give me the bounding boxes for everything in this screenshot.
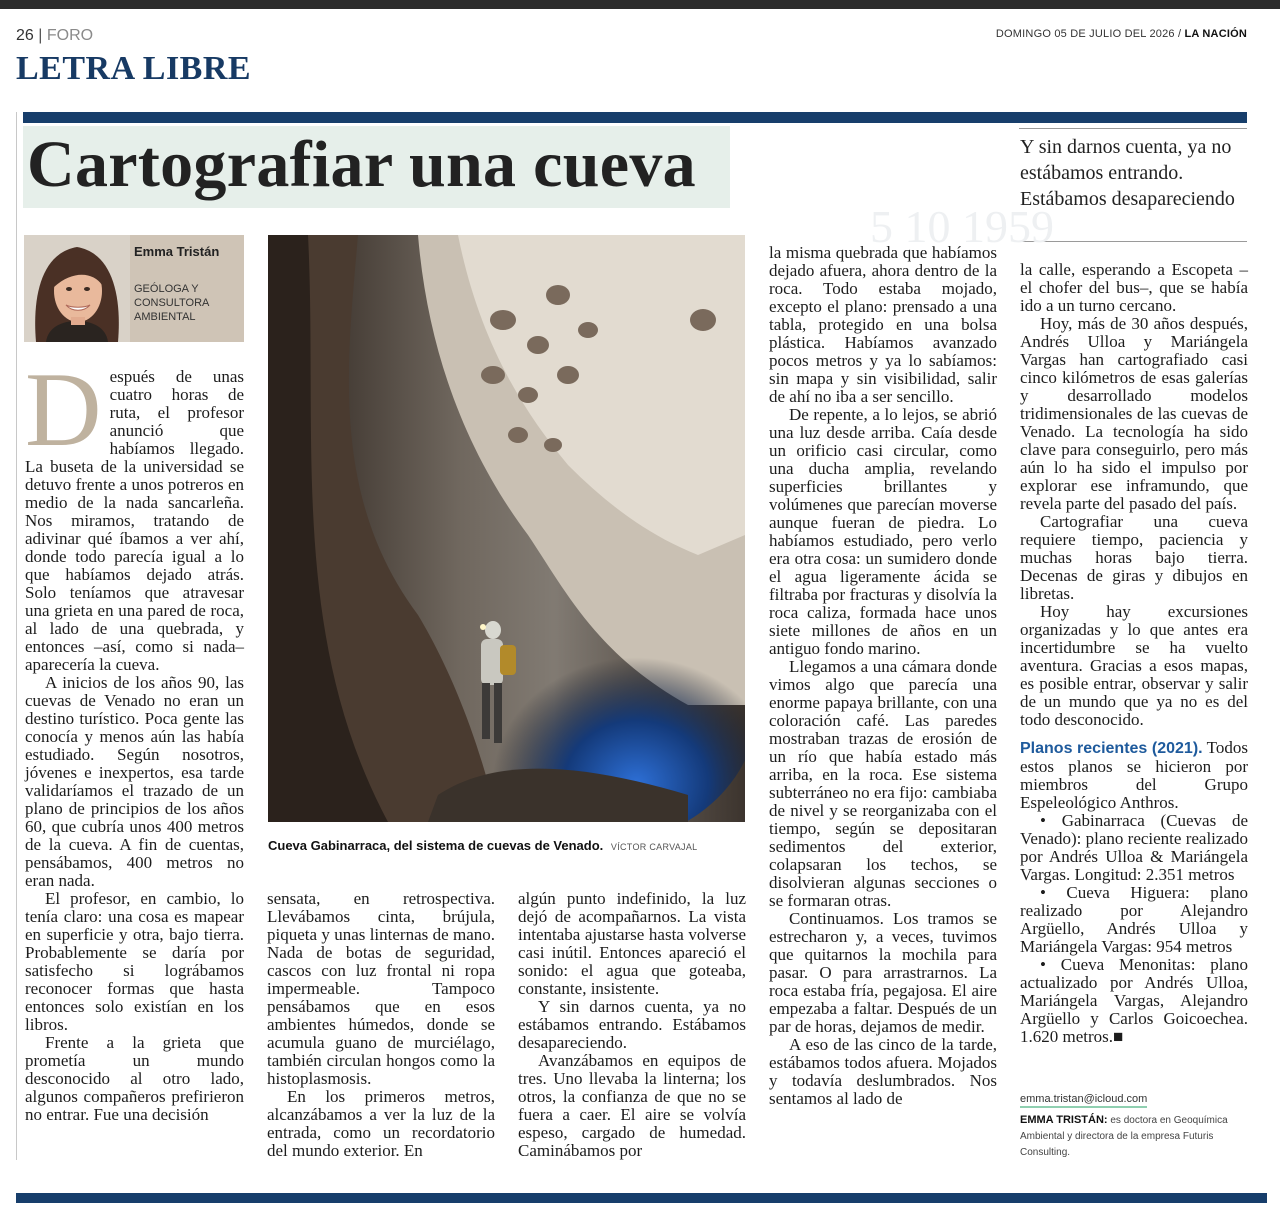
folio-separator: | — [38, 27, 43, 44]
bio-name: EMMA TRISTÁN: — [1020, 1114, 1108, 1126]
paragraph: la calle, esperando a Escopeta –el chofer del bus–, que se había ido a un turno cercano. — [1020, 260, 1248, 315]
date-separator: / — [1174, 28, 1185, 40]
planos-item: • Cueva Higuera: plano realizado por Alejandro Argüello, Andrés Ulloa y Mariángela Vargas: 954 metros — [1020, 883, 1248, 956]
cave-photo-image — [268, 235, 745, 822]
paragraph: Avanzábamos en equipos de tres. Uno llevaba la linterna; los otros, la confianza de que no se fuera a caer. El aire se volvía espeso, cargado de humedad. Caminábamos por — [518, 1051, 746, 1160]
planos-paragraph — [1020, 739, 1248, 812]
photo-credit: VÍCTOR CARVAJAL — [610, 842, 698, 852]
drop-cap: D — [25, 351, 102, 468]
article-headline: Cartografiar una cueva — [27, 128, 696, 201]
author-role: GEÓLOGA Y CONSULTORA AMBIENTAL — [134, 283, 209, 323]
paragraph: la misma quebrada que habíamos dejado afuera, ahora dentro de la roca. Todo estaba mojado, excepto el plano: prensado a una tabla, protegido en una bolsa plástica. Habíamos avanzado pocos metros y ya lo sabíamos: sin mapa y sin visibilidad, salir de ahí no iba a ser sencillo. — [769, 243, 997, 406]
paragraph: Continuamos. Los tramos se estrecharon y, a veces, tuvimos que quitarnos la mochila para pasar. O para arrastrarnos. La roca estaba fría, pegajosa. El aire empezaba a faltar. Después de un par de horas, dejamos de medir. — [769, 909, 997, 1036]
pull-quote: Y sin darnos cuenta, ya no estábamos entrando. Estábamos desapareciendo — [1020, 136, 1235, 210]
paragraph: A eso de las cinco de la tarde, estábamos todos afuera. Mojados y todavía deslumbrados. Nos sentamos al lado de — [769, 1035, 997, 1108]
bio-text: es doctora en Geoquímica Ambiental y directora de la empresa Futuris Consulting. — [1020, 1115, 1228, 1158]
top-strip — [0, 0, 1280, 9]
top-blue-bar — [23, 112, 1247, 123]
body-column-2 — [267, 890, 495, 1160]
paragraph: Llegamos a una cámara donde vimos algo que parecía una enorme papaya brillante, con una coloración café. Las paredes mostraban trazas de erosión de un río que había estado más arriba, en la roca. Ese sistema subterráneo no era fijo: cambiaba de nivel y se reorganizaba con el tiempo, según se depositaran sedimentos del exterior, colapsaran los techos, se disolvieran algunas secciones o se formaran otras. — [769, 657, 997, 910]
body-column-4 — [769, 244, 997, 1108]
paragraph: Hoy, más de 30 años después, Andrés Ulloa y Mariángela Vargas han cartografiado casi cinco kilómetros de esas galerías y desarrollado modelos tridimensionales de las cuevas de Venado. La tecnología ha sido clave para conseguirlo, pero más aún lo ha sido el impulso por explorar ese inframundo, que revela parte del pasado del país. — [1020, 314, 1248, 513]
pullquote-rule-top — [1019, 128, 1247, 129]
paragraph: A inicios de los años 90, las cuevas de Venado no eran un destino turístico. Poca gente las conocía y menos aún las había estudiado. Según nosotros, jóvenes e inexpertos, esa tarde validaríamos el trazado de un plano de principios de los años 60, que cubría unos 400 metros de la cueva. A fin de cuentas, pensábamos, 400 metros no eran nada. — [25, 673, 244, 890]
paragraph — [25, 351, 244, 674]
photo-caption — [268, 838, 748, 853]
paragraph: algún punto indefinido, la luz dejó de acompañarnos. La vista intentaba ajustarse hasta volverse casi inútil. Entonces apareció el sonido: el agua que goteaba, constante, insistente. — [518, 889, 746, 998]
paragraph: Hoy hay excursiones organizadas y lo que antes era incertidumbre se ha vuelto aventura. Gracias a esos mapas, es posible entrar, observar y salir de un mundo que ya no es del todo desconocido. — [1020, 602, 1248, 729]
planos-item: • Cueva Menonitas: plano actualizado por Andrés Ulloa, Mariángela Vargas, Alejandro Argüello y Carlos Goicoechea. 1.620 metros.■ — [1020, 955, 1248, 1046]
author-portrait-image — [24, 235, 130, 342]
column-name: LETRA LIBRE — [16, 50, 252, 87]
page-number: 26 — [16, 27, 34, 44]
paragraph: El profesor, en cambio, lo tenía claro: una cosa es mapear en superficie y otra, bajo tierra. Probablemente se daría por satisfecho si lográbamos reconocer formas que hasta entonces solo existían en los libros. — [25, 889, 244, 1034]
author-box — [24, 235, 244, 342]
planos-item: • Gabinarraca (Cuevas de Venado): plano reciente realizado por Andrés Ulloa & Mariángela Vargas. Longitud: 2.351 metros — [1020, 811, 1248, 884]
paragraph: En los primeros metros, alcanzábamos a ver la luz de la entrada, como un recordatorio del mundo exterior. En — [267, 1087, 495, 1160]
body-column-5 — [1020, 261, 1248, 1046]
dateline — [996, 28, 1247, 40]
issue-date: DOMINGO 05 DE JULIO DEL 2026 — [995, 28, 1175, 40]
body-column-1 — [25, 351, 244, 1124]
paragraph: Y sin darnos cuenta, ya no estábamos entrando. Estábamos desapareciendo. — [518, 997, 746, 1052]
paragraph: De repente, a lo lejos, se abrió una luz desde arriba. Caía desde un orificio casi circular, como una ducha amplia, revelando superficies brillantes y volúmenes que parecían moverse aunque fueran de piedra. Lo habíamos estudiado, pero verlo era otra cosa: un sumidero donde el agua ligeramente ácida se filtraba por fracturas y disolvía la roca caliza, formada hace unos siete millones de años en un antiguo fondo marino. — [769, 405, 997, 658]
left-rule — [16, 112, 17, 1160]
paragraph-text: espués de unas cuatro horas de ruta, el profesor anunció que habíamos llegado. La buseta de la universidad se detuvo frente a unos potreros en medio de la nada sancarleña. Nos miramos, tratando de adivinar qué íbamos a ver ahí, donde todo parecía igual a lo que habíamos dejado atrás. Solo teníamos que atravesar una grieta en una pared de roca, al lado de una quebrada, y entonces –así, como si nada– aparecería la cueva. — [25, 367, 244, 674]
author-email[interactable]: emma.tristan@icloud.com — [1020, 1093, 1147, 1108]
planos-heading: Planos recientes (2021). — [1020, 740, 1203, 757]
caption-text: Cueva Gabinarraca, del sistema de cuevas de Venado. — [268, 838, 604, 853]
cave-photo — [268, 235, 745, 822]
ghost-numeral-1: 5 10 1959 — [870, 201, 1054, 252]
author-name: Emma Tristán — [134, 244, 220, 259]
page-folio — [16, 27, 93, 45]
paragraph: Cartografiar una cueva requiere tiempo, paciencia y muchas horas bajo tierra. Decenas de giras y dibujos en libretas. — [1020, 512, 1248, 603]
body-column-3 — [518, 890, 746, 1160]
planos-intro: Todos estos planos se hicieron por miembros del Grupo Espeleológico Anthros. — [1020, 738, 1248, 812]
section-name: FORO — [46, 27, 94, 44]
bottom-blue-bar — [16, 1193, 1267, 1203]
publication-name: LA NACIÓN — [1184, 28, 1247, 40]
author-portrait — [24, 235, 130, 342]
paragraph: Frente a la grieta que prometía un mundo desconocido al otro lado, algunos compañeros prefirieron no entrar. Fue una decisión — [25, 1033, 244, 1124]
author-bio — [1020, 1112, 1248, 1161]
paragraph: sensata, en retrospectiva. Llevábamos cinta, brújula, piqueta y unas linternas de mano. Nada de botas de seguridad, cascos con luz frontal ni ropa impermeable. Tampoco pensábamos que en esos ambientes húmedos, donde se acumula guano de murciélago, también circulan hongos como la histoplasmosis. — [267, 889, 495, 1088]
